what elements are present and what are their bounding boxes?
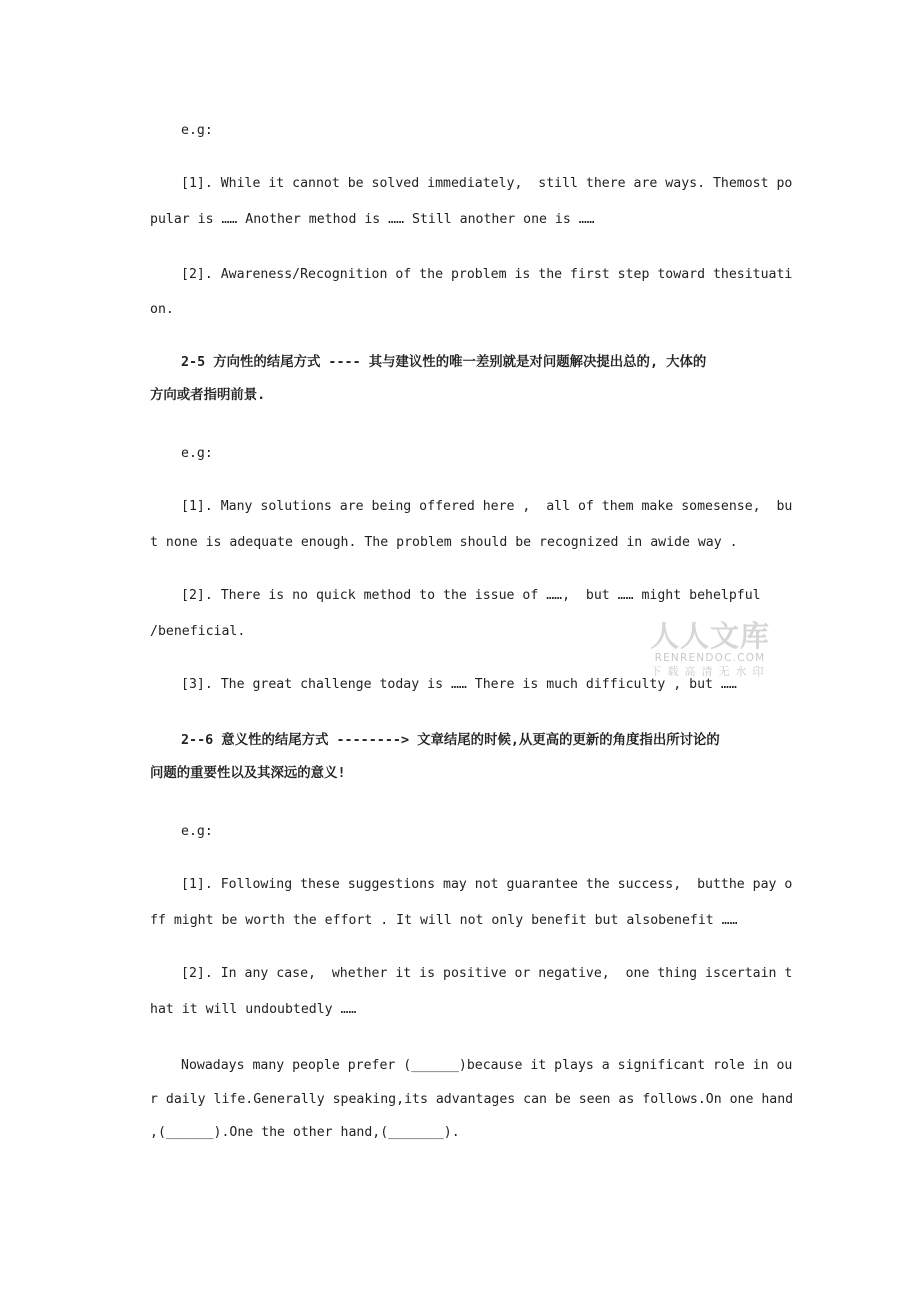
watermark-url: RENRENDOC.COM xyxy=(654,652,766,664)
watermark xyxy=(645,620,775,679)
paragraph-line: [1]. Following these suggestions may not guarantee the success, butthe pay o xyxy=(181,877,793,892)
paragraph-line: [1]. While it cannot be solved immediately, still there are ways. Themost po xyxy=(181,176,793,191)
section-heading: 2-5 方向性的结尾方式 ---- 其与建议性的唯一差别就是对问题解决提出总的, 大体的 xyxy=(181,355,707,370)
paragraph-line: /beneficial. xyxy=(150,624,246,639)
eg-label: e.g: xyxy=(181,123,213,138)
section-heading-cont: 方向或者指明前景. xyxy=(150,388,266,403)
paragraph-line: Nowadays many people prefer (______)because it plays a significant role in ou xyxy=(181,1058,793,1073)
paragraph-line: [3]. The great challenge today is …… There is much difficulty , but …… xyxy=(181,677,737,692)
paragraph-line: pular is …… Another method is …… Still another one is …… xyxy=(150,212,595,227)
paragraph-line: [2]. In any case, whether it is positive or negative, one thing iscertain t xyxy=(181,966,793,981)
paragraph-line: on. xyxy=(150,302,174,317)
section-heading: 2--6 意义性的结尾方式 --------> 文章结尾的时候,从更高的更新的角度指出所讨论的 xyxy=(181,733,720,748)
paragraph-line: [2]. Awareness/Recognition of the problem is the first step toward thesituati xyxy=(181,267,793,282)
paragraph-line: [1]. Many solutions are being offered here , all of them make somesense, bu xyxy=(181,499,793,514)
paragraph-line: hat it will undoubtedly …… xyxy=(150,1002,357,1017)
paragraph-line: t none is adequate enough. The problem should be recognized in awide way . xyxy=(150,535,738,550)
paragraph-line: r daily life.Generally speaking,its advantages can be seen as follows.On one hand xyxy=(150,1092,794,1107)
paragraph-line: ff might be worth the effort . It will not only benefit but alsobenefit …… xyxy=(150,913,738,928)
paragraph-line: ,(______).One the other hand,(_______). xyxy=(150,1125,460,1140)
eg-label: e.g: xyxy=(181,446,213,461)
watermark-logo: 人人文库 xyxy=(649,619,770,653)
eg-label: e.g: xyxy=(181,824,213,839)
paragraph-line: [2]. There is no quick method to the issue of ……, but …… might behelpful xyxy=(181,588,761,603)
section-heading-cont: 问题的重要性以及其深远的意义! xyxy=(150,766,346,781)
watermark-subtitle: 下载高清无水印 xyxy=(650,665,770,678)
